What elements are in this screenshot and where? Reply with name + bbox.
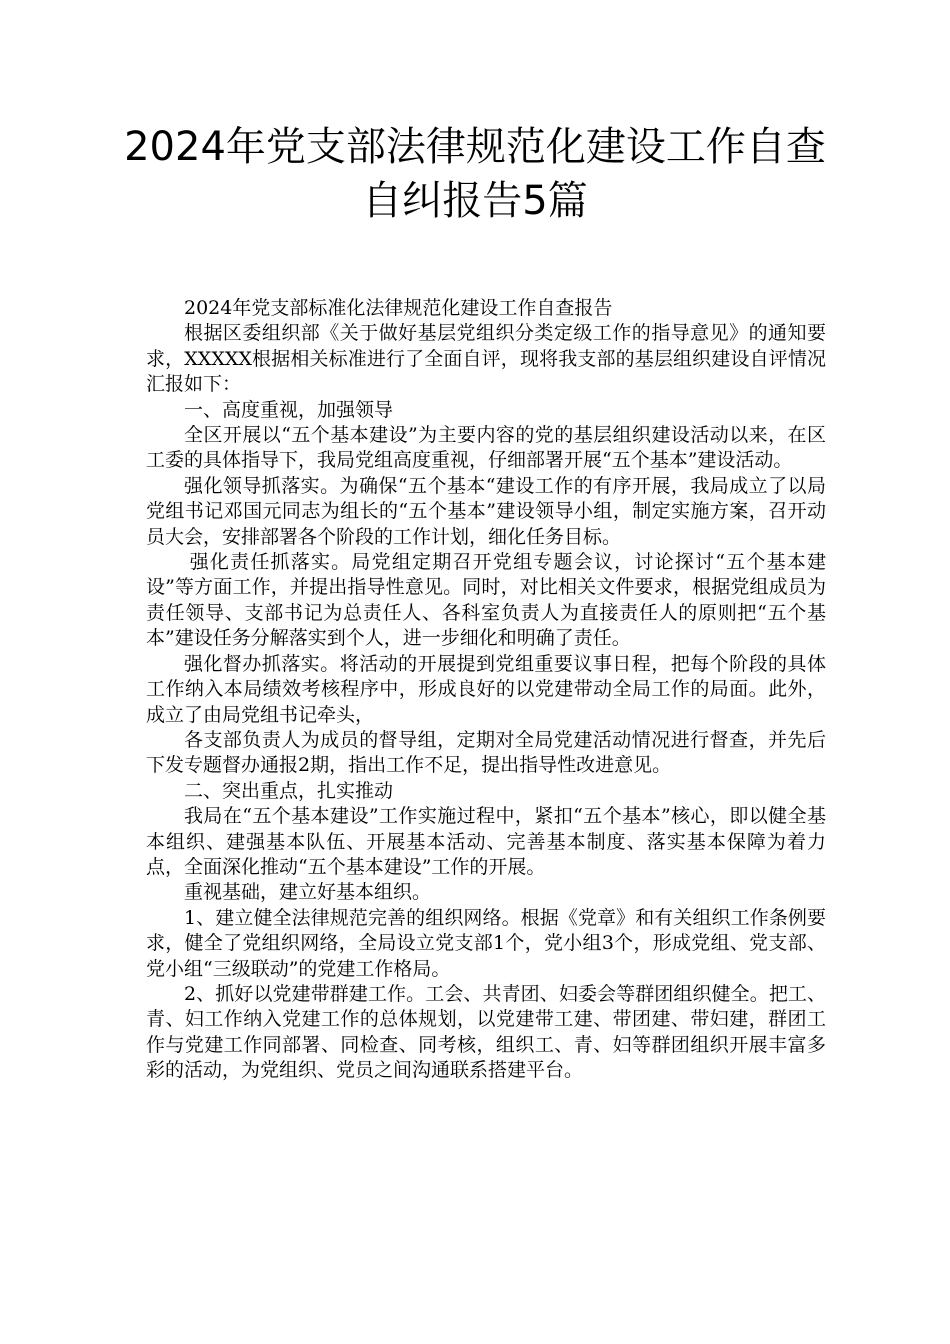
section-heading: 一、高度重视，加强领导 [184,398,394,421]
title-line-2: 自纠报告5篇 [362,178,588,224]
document-body [146,296,826,1084]
paragraph: 1、建立健全法律规范完善的组织网络。根据《党章》和有关组织工作条例要求，健全了党组织网络，全局设立党支部1个，党小组3个，形成党组、党支部、党小组“三级联动”的党建工作格局。 [146,906,826,980]
paragraph: 全区开展以“五个基本建设”为主要内容的党的基层组织建设活动以来，在区工委的具体指导下，我局党组高度重视，仔细部署开展“五个基本”建设活动。 [146,424,826,472]
paragraph: 重视基础，建立好基本组织。 [184,881,432,904]
paragraph: 强化领导抓落实。为确保“五个基本“建设工作的有序开展，我局成立了以局党组书记邓国元同志为组长的“五个基本”建设领导小组，制定实施方案，召开动员大会，安排部署各个阶段的工作计划，细化任务目标。 [146,474,826,548]
paragraph: 强化责任抓落实。局党组定期召开党组专题会议，讨论探讨“五个基本建设”等方面工作，并提出指导性意见。同时，对比相关文件要求，根据党组成员为责任领导、支部书记为总责任人、各科室负责人为直接责任人的原则把“五个基本”建设任务分解落实到个人，进一步细化和明确了责任。 [146,551,826,650]
paragraph: 各支部负责人为成员的督导组，定期对全局党建活动情况进行督查，并先后下发专题督办通报2期，指出工作不足，提出指导性改进意见。 [146,728,826,777]
paragraph-report-subtitle: 2024年党支部标准化法律规范化建设工作自查报告 [184,297,613,319]
section-heading: 二、突出重点，扎实推动 [184,779,394,802]
paragraph: 强化督办抓落实。将活动的开展提到党组重要议事日程，把每个阶段的具体工作纳入本局绩效考核程序中，形成良好的以党建带动全局工作的局面。此外，成立了由局党组书记牵头， [146,652,826,726]
paragraph: 我局在“五个基本建设”工作实施过程中，紧扣“五个基本”核心，即以健全基本组织、建强基本队伍、开展基本活动、完善基本制度、落实基本保障为着力点，全面深化推动“五个基本建设”工作的开展。 [146,805,826,878]
title-line-1: 2024年党支部法律规范化建设工作自查 [124,124,826,170]
paragraph: 2、抓好以党建带群建工作。工会、共青团、妇委会等群团组织健全。把工、青、妇工作纳入党建工作的总体规划，以党建带工建、带团建、带妇建，群团工作与党建工作同部署、同检查、同考核，组织工、青、妇等群团组织开展丰富多彩的活动，为党组织、党员之间沟通联系搭建平台。 [146,982,826,1082]
document-title [80,120,870,228]
paragraph: 根据区委组织部《关于做好基层党组织分类定级工作的指导意见》的通知要求，XXXXX根据相关标准进行了全面自评，现将我支部的基层组织建设自评情况汇报如下： [146,322,826,396]
